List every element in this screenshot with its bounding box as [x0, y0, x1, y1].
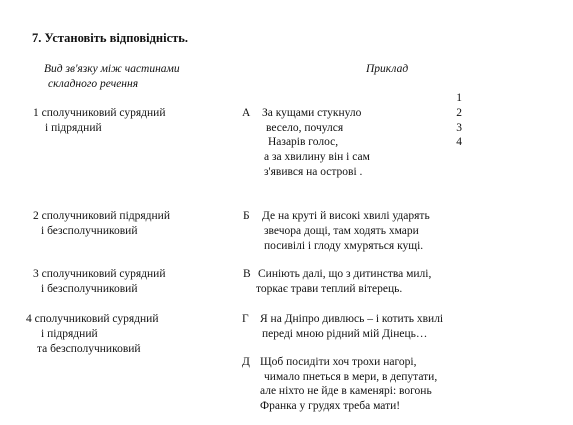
example-b-line-2: звечора дощі, там ходять хмари: [264, 225, 419, 237]
type-4-line-3: та безсполучниковий: [37, 343, 141, 355]
answer-number-4: 4: [456, 136, 462, 148]
type-3-line-2: і безсполучниковий: [41, 283, 138, 295]
example-c-line-2: торкає трави теплий вітерець.: [256, 283, 403, 295]
example-d-line-1: Я на Дніпро дивлюсь – і котить хвилі: [260, 313, 444, 325]
example-b-line-1: Де на круті й високі хвилі ударять: [262, 210, 430, 222]
example-e-line-1: Щоб посидіти хоч трохи нагорі,: [260, 356, 417, 368]
left-column-header-line-1: Вид зв'язку між частинами: [44, 63, 180, 75]
example-a-line-4: а за хвилину він і сам: [264, 151, 370, 163]
example-b-line-3: посивілі і глоду хмуряться кущі.: [264, 240, 424, 252]
type-2-line-2: і безсполучниковий: [41, 225, 138, 237]
example-d-letter: Г: [242, 313, 249, 325]
example-e-letter: Д: [242, 356, 250, 368]
type-4-line-2: і підрядний: [41, 328, 98, 340]
right-column-header: Приклад: [366, 63, 409, 75]
left-column-header-line-2: складного речення: [48, 78, 139, 90]
task-title: 7. Установіть відповідність.: [32, 31, 188, 45]
example-a-line-5: з'явився на острові .: [264, 166, 363, 178]
example-a-line-3: Назарів голос,: [268, 136, 339, 148]
example-d-line-2: переді мною рідний мій Дінець…: [262, 328, 428, 340]
example-a-line-1: За кущами стукнуло: [262, 107, 362, 119]
type-2-line-1: 2 сполучниковий підрядний: [33, 210, 170, 222]
example-a-letter: А: [242, 107, 251, 119]
type-1-line-1: 1 сполучниковий сурядний: [33, 107, 166, 119]
example-e-line-2: чимало пнеться в мери, в депутати,: [264, 371, 438, 383]
answer-number-1: 1: [456, 92, 462, 104]
answer-number-2: 2: [456, 107, 462, 119]
type-3-line-1: 3 сполучниковий сурядний: [33, 268, 166, 280]
example-c-letter: В: [243, 268, 251, 280]
example-b-letter: Б: [243, 210, 250, 222]
type-1-line-2: і підрядний: [45, 122, 102, 134]
example-a-line-2: весело, почулся: [266, 122, 344, 134]
answer-number-3: 3: [456, 122, 462, 134]
example-c-line-1: Синіють далі, що з дитинства милі,: [258, 268, 432, 280]
type-4-line-1: 4 сполучниковий сурядний: [26, 313, 159, 325]
example-e-line-3: але ніхто не йде в каменярі: вогонь: [260, 385, 432, 397]
example-e-line-4: Франка у грудях треба мати!: [260, 400, 401, 412]
